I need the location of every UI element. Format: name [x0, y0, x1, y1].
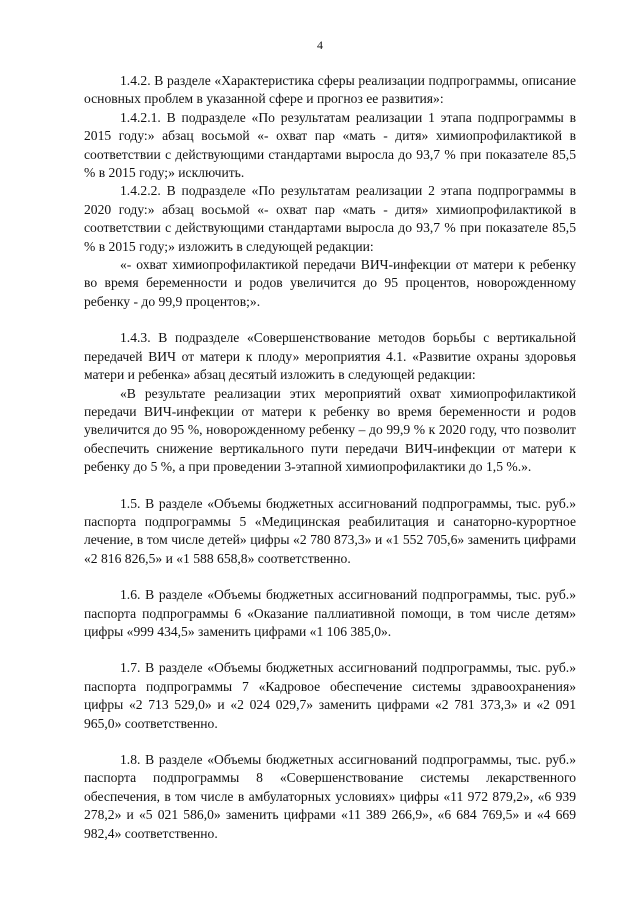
page-number: 4: [317, 38, 323, 52]
paragraph-1-4-3: 1.4.3. В подразделе «Совершенствование методов борьбы с вертикальной передачей ВИЧ от матери к плоду» мероприятия 4.1. «Развитие охраны здоровья матери и ребенка» абзац десятый изложить в следующей редакции:: [84, 330, 576, 383]
paragraph-new-wording-1: «- охват химиопрофилактикой передачи ВИЧ-инфекции от матери к ребенку во время беременности и родов увеличится до 95 процентов, новорожденному ребенку - до 99,9 процентов;».: [84, 257, 576, 309]
paragraph-gap: [84, 311, 576, 329]
paragraph-1-7: 1.7. В разделе «Объемы бюджетных ассигнований подпрограммы, тыс. руб.» паспорта подпрограммы 7 «Кадровое обеспечение системы здравоохранения» цифры «2 713 529,0» и «2 024 029,7» заменить цифрами «2 781 373,3» и «2 091 965,0» соответственно.: [84, 660, 576, 731]
paragraph-new-wording-2: «В результате реализации этих мероприятий охват химиопрофилактикой передачи ВИЧ-инфекции от матери к ребенку во время беременности и родов увеличится до 95 %, новорожденному ребенку – до 99,9 % к 2020 году, что позволит обеспечить снижение вертикального пути передачи ВИЧ-инфекции от матери к ребенку до 5 %, а при проведении 3-этапной химиопрофилактики до 1,5 %.».: [84, 385, 576, 475]
paragraph-gap: [84, 641, 576, 659]
paragraph-1-8: 1.8. В разделе «Объемы бюджетных ассигнований подпрограммы, тыс. руб.» паспорта подпрограммы 8 «Совершенствование системы лекарственного обеспечения, в том числе в амбулаторных условиях» цифры «11 972 879,2», «6 939 278,2» и «5 021 586,0» заменить цифрами «11 389 266,9», «6 684 769,5» и «4 669 982,4» соответственно.: [84, 752, 576, 841]
paragraph-gap: [84, 568, 576, 586]
paragraph-1-5: 1.5. В разделе «Объемы бюджетных ассигнований подпрограммы, тыс. руб.» паспорта подпрограммы 5 «Медицинская реабилитация и санаторно-курортное лечение, в том числе детей» цифры «2 780 873,3» и «1 552 705,6» заменить цифрами «2 816 826,5» и «1 588 658,8» соответственно.: [84, 495, 576, 566]
paragraph-gap: [84, 733, 576, 751]
paragraph-gap: [84, 477, 576, 495]
paragraph-1-6: 1.6. В разделе «Объемы бюджетных ассигнований подпрограммы, тыс. руб.» паспорта подпрограммы 6 «Оказание паллиативной помощи, в том числе детям» цифры «999 434,5» заменить цифрами «1 106 385,0».: [84, 587, 576, 639]
paragraph-1-4-2: 1.4.2. В разделе «Характеристика сферы реализации подпрограммы, описание основных проблем в указанной сфере и прогноз ее развития»:: [84, 73, 576, 107]
paragraph-1-4-2-1: 1.4.2.1. В подразделе «По результатам реализации 1 этапа подпрограммы в 2015 году:» абзац восьмой «- охват пар «мать - дитя» химиопрофилактикой в соответствии с действующими стандартами выросла до 93,7 % при показателе 85,5 % в 2015 году;» исключить.: [84, 109, 576, 181]
document-body: [84, 72, 576, 843]
paragraph-1-4-2-2: 1.4.2.2. В подразделе «По результатам реализации 2 этапа подпрограммы в 2020 году:» абзац восьмой «- охват пар «мать - дитя» химиопрофилактикой в соответствии с действующими стандартами выросла до 93,7 % при показателе 85,5 % в 2015 году;» изложить в следующей редакции:: [84, 183, 576, 254]
